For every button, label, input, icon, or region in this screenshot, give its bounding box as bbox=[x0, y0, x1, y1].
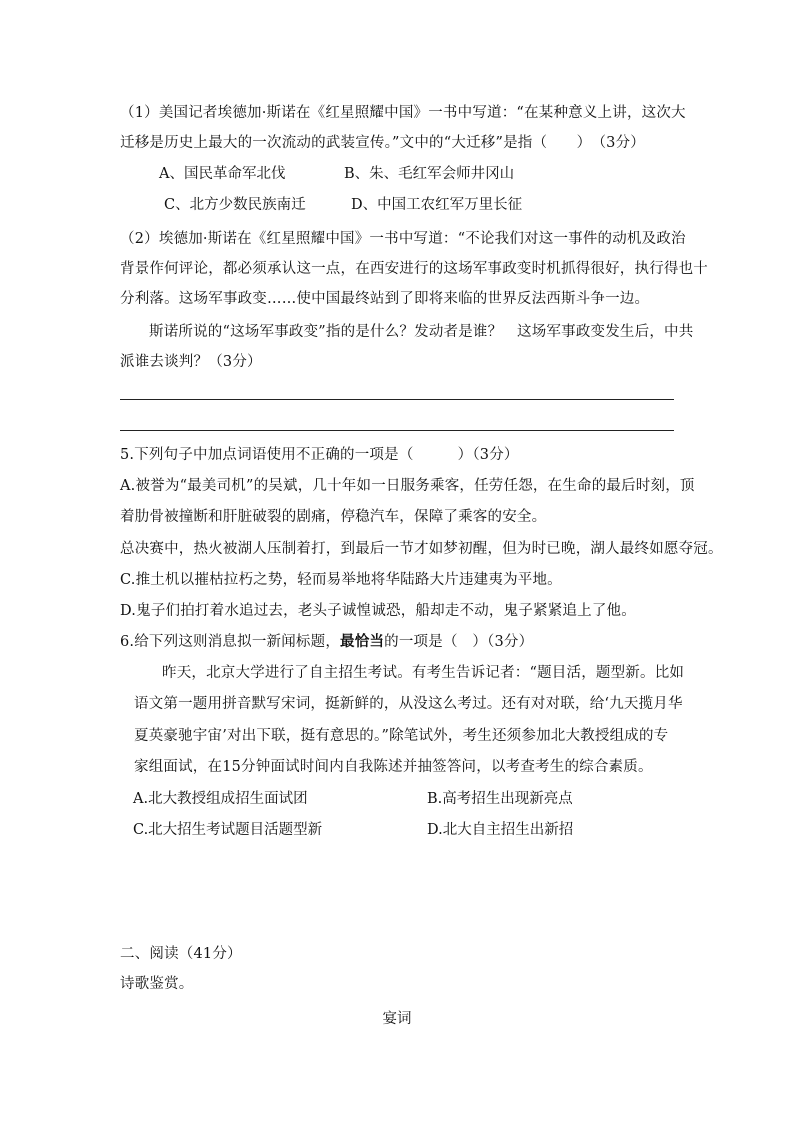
q5-option-d: D.鬼子们拍打着水追过去，老头子诚惶诚恐，船却走不动，鬼子紧紧追上了他。 bbox=[120, 603, 636, 619]
q6-stem-post: 的一项是（ ）（3分） bbox=[384, 634, 534, 650]
q4-2-line5: 派谁去谈判？（3分） bbox=[120, 354, 262, 370]
section-subheading: 诗歌鉴赏。 bbox=[120, 976, 194, 992]
q6-option-c: C.北大招生考试题目活题型新 bbox=[133, 822, 323, 838]
q6-passage-line3: 夏英豪驰宇宙’对出下联，挺有意思的。”除笔试外，考生还须参加北大教授组成的专 bbox=[134, 728, 669, 744]
q6-option-b: B.高考招生出现新亮点 bbox=[427, 791, 573, 807]
poem-title: 宴词 bbox=[382, 1011, 412, 1027]
q4-1-line2: 迁移是历史上最大的一次流动的武装宣传。”文中的“大迁移”是指（ ） （3分） bbox=[120, 135, 646, 151]
q4-1-option-b: B、朱、毛红军会师井冈山 bbox=[344, 166, 515, 182]
q5-option-b: 总决赛中，热火被湖人压制着打，到最后一节才如梦初醒，但为时已晚，湖人最终如愿夺冠。 bbox=[120, 541, 723, 557]
q5-option-a-line1: A.被誉为“最美司机”的吴斌，几十年如一日服务乘客，任劳任怨，在生命的最后时刻，顶 bbox=[120, 478, 695, 494]
q6-stem bbox=[120, 632, 676, 652]
answer-line-2 bbox=[120, 430, 674, 431]
q6-option-d: D.北大自主招生出新招 bbox=[427, 822, 574, 838]
q6-stem-pre: 6.给下列这则消息拟一新闻标题， bbox=[120, 634, 341, 650]
q4-2-line2: 背景作何评论，都必须承认这一点，在西安进行的这场军事政变时机抓得很好，执行得也十 bbox=[120, 261, 708, 277]
q4-1-option-a: A、国民革命军北伐 bbox=[159, 166, 286, 182]
q4-1-option-d: D、中国工农红军万里长征 bbox=[351, 197, 523, 213]
q6-stem-emphasis: 最恰当 bbox=[340, 633, 385, 650]
q4-2-line1: （2）埃德加·斯诺在《红星照耀中国》一书中写道：“不论我们对这一事件的动机及政治 bbox=[120, 231, 686, 247]
q4-1-line1: （1）美国记者埃德加·斯诺在《红星照耀中国》一书中写道：“在某种意义上讲，这次大 bbox=[120, 105, 686, 121]
q6-passage-line1: 昨天，北京大学进行了自主招生考试。有考生告诉记者：“题目活，题型新。比如 bbox=[162, 665, 685, 681]
answer-line-1 bbox=[120, 399, 674, 400]
q6-passage-line2: 语文第一题用拼音默写宋词，挺新鲜的，从没这么考过。还有对对联，给‘九天揽月华 bbox=[134, 696, 683, 712]
q5-option-c: C.推土机以摧枯拉朽之势，轻而易举地将华陆路大片违建夷为平地。 bbox=[120, 572, 562, 588]
q6-passage-line4: 家组面试，在15分钟面试时间内自我陈述并抽签答问，以考查考生的综合素质。 bbox=[134, 759, 653, 775]
q4-1-option-c: C、北方少数民族南迁 bbox=[164, 197, 306, 213]
q4-2-line4: 斯诺所说的“这场军事政变”指的是什么？发动者是谁？ 这场军事政变发生后，中共 bbox=[149, 324, 694, 340]
q5-stem: 5.下列句子中加点词语使用不正确的一项是（ ）（3分） bbox=[120, 447, 519, 463]
q4-2-line3: 分利落。这场军事政变……使中国最终站到了即将来临的世界反法西斯斗争一边。 bbox=[120, 291, 650, 307]
q6-option-a: A.北大教授组成招生面试团 bbox=[133, 791, 308, 807]
section-heading: 二、阅读（41分） bbox=[120, 946, 242, 962]
q5-option-a-line2: 着肋骨被撞断和肝脏破裂的剧痛，停稳汽车，保障了乘客的安全。 bbox=[120, 509, 547, 525]
